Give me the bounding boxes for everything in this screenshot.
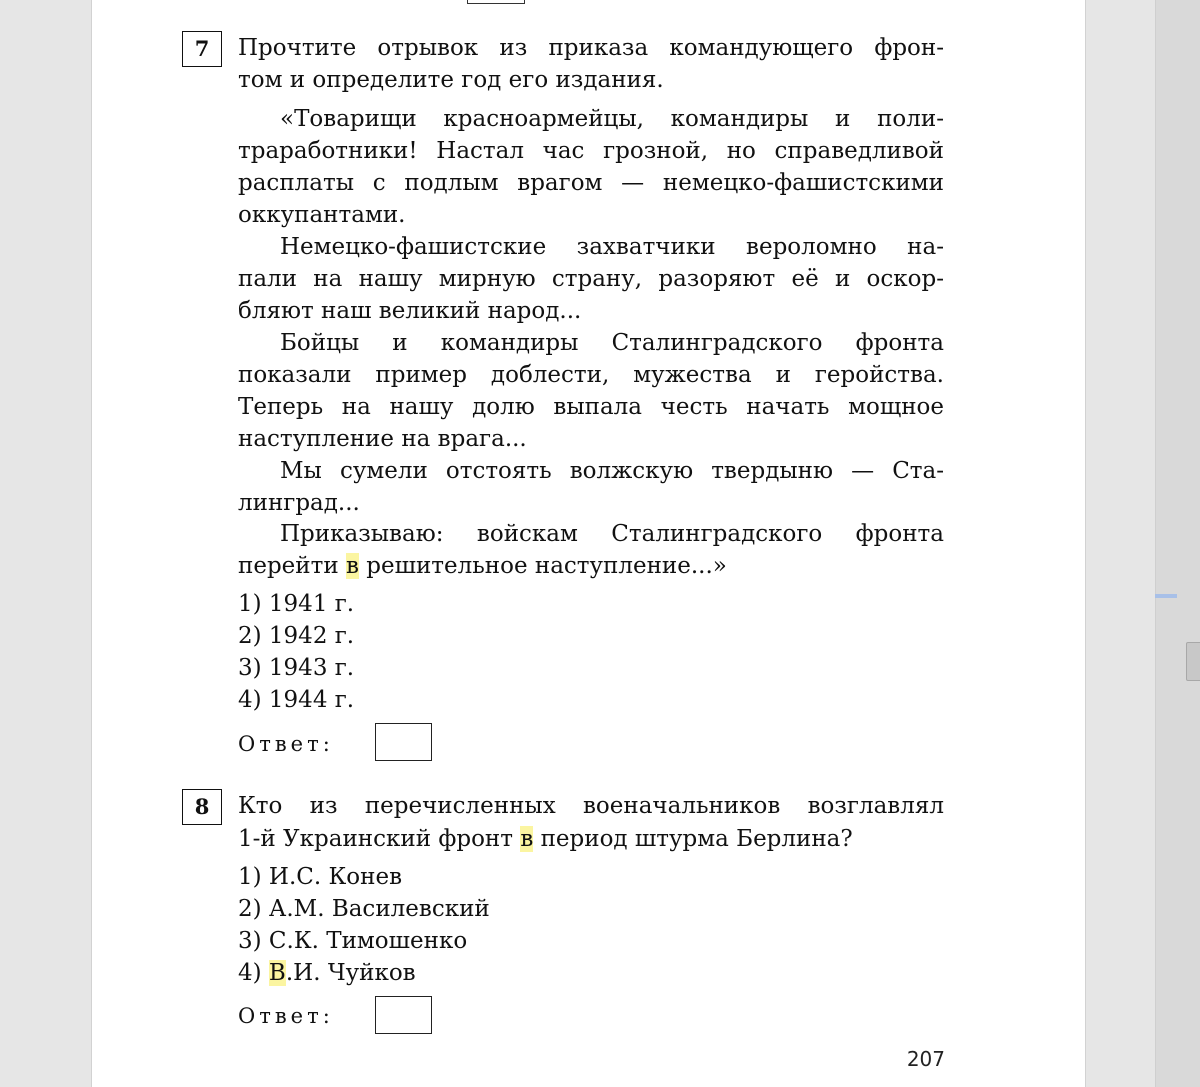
scroll-rail[interactable]: [1155, 0, 1200, 1087]
q8-answer-box[interactable]: [375, 996, 432, 1034]
search-hit-marker: [1155, 594, 1177, 598]
q7-option-2: 2) 1942 г.: [238, 623, 355, 649]
q7-prompt-line-2: том и определите год его издания.: [238, 67, 664, 93]
quote-line: Приказываю: войскам Сталинградского фронта: [280, 521, 944, 547]
quote-line: пали на нашу мирную страну, разоряют её и оскор-: [238, 266, 944, 292]
quote-line: оккупантами.: [238, 202, 406, 228]
q8-answer-label: Ответ:: [238, 1004, 334, 1028]
option-text: 4): [238, 960, 269, 986]
q7-answer-label: Ответ:: [238, 732, 334, 756]
previous-answer-box: [467, 0, 525, 4]
quote-line: Немецко-фашистские захватчики вероломно на-: [280, 234, 944, 260]
quote-line: [238, 550, 944, 582]
q7-option-4: 4) 1944 г.: [238, 687, 355, 713]
quote-line: Теперь на нашу долю выпала честь начать мощное: [238, 394, 944, 420]
prompt-text: 1-й Украинский фронт: [238, 826, 521, 852]
quote-line: траработники! Настал час грозной, но справедливой: [238, 138, 944, 164]
option-text: .И. Чуйков: [285, 960, 416, 986]
q7-prompt-line-1: Прочтите отрывок из приказа командующего фрон-: [238, 35, 944, 61]
search-highlight: В: [268, 960, 286, 986]
quote-line: бляют наш великий народ...: [238, 298, 582, 324]
q7-option-1: 1) 1941 г.: [238, 591, 355, 617]
quote-line: линград...: [238, 490, 360, 516]
q8-option-2: 2) А.М. Василевский: [238, 896, 490, 922]
q8-option-4: [238, 957, 638, 989]
q8-option-3: 3) С.К. Тимошенко: [238, 928, 468, 954]
question-7-number: 7: [182, 31, 222, 67]
scrollbar-thumb[interactable]: [1186, 642, 1200, 681]
quote-line: «Товарищи красноармейцы, командиры и поли-: [280, 106, 944, 132]
quote-text: перейти: [238, 553, 346, 579]
q7-answer-box[interactable]: [375, 723, 432, 761]
search-highlight: в: [520, 826, 534, 852]
quote-line: Бойцы и командиры Сталинградского фронта: [280, 330, 944, 356]
quote-line: наступление на врага...: [238, 426, 527, 452]
page-number: 207: [906, 1047, 945, 1071]
search-highlight: в: [345, 553, 359, 579]
q8-prompt-line-2: [238, 823, 944, 855]
quote-line: показали пример доблести, мужества и геройства.: [238, 362, 944, 388]
prompt-text: период штурма Берлина?: [533, 826, 853, 852]
quote-line: расплаты с подлым врагом — немецко-фашистскими: [238, 170, 944, 196]
question-8-number: 8: [182, 789, 222, 825]
quote-line: Мы сумели отстоять волжскую твердыню — Ста-: [280, 458, 944, 484]
q8-prompt-line-1: Кто из перечисленных военачальников возглавлял: [238, 793, 944, 819]
q8-option-1: 1) И.С. Конев: [238, 864, 403, 890]
quote-text: решительное наступление...»: [358, 553, 727, 579]
q7-option-3: 3) 1943 г.: [238, 655, 355, 681]
